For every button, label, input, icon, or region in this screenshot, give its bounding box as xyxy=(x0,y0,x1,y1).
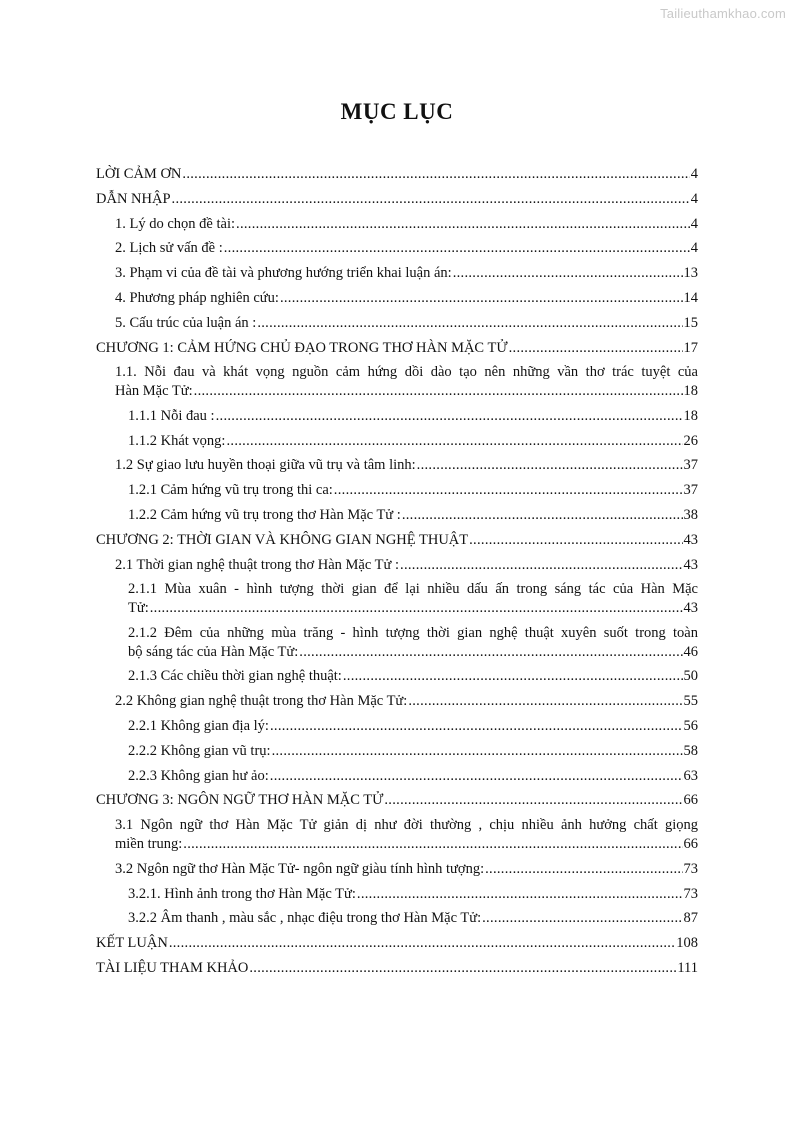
toc-entry[interactable] xyxy=(96,667,698,692)
toc-entry-text: 3.1 Ngôn ngữ thơ Hàn Mặc Tử giản dị như đời thường , chịu nhiều ảnh hưởng chất giọng xyxy=(115,817,698,834)
toc-page-number: 66 xyxy=(683,836,698,853)
toc-page-number: 73 xyxy=(683,860,698,877)
toc-entry-text: LỜI CẢM ƠN xyxy=(96,166,182,182)
toc-page-number: 43 xyxy=(683,556,698,573)
toc-entry-text: 5. Cấu trúc của luận án : xyxy=(115,314,257,331)
toc-page-number: 111 xyxy=(677,959,698,976)
toc-page-number: 66 xyxy=(683,792,698,809)
toc-entry-text: 1.2.1 Cảm hứng vũ trụ trong thi ca: xyxy=(128,482,333,499)
toc-entry-text: 2.2.1 Không gian địa lý: xyxy=(128,718,269,735)
dot-leader xyxy=(224,239,690,258)
dot-leader xyxy=(408,692,682,711)
toc-entry[interactable] xyxy=(96,407,698,432)
toc-entry-text: 2.2.2 Không gian vũ trụ: xyxy=(128,742,271,759)
toc-entry-text: 2. Lịch sử vấn đề : xyxy=(115,240,223,257)
toc-entry[interactable] xyxy=(96,767,698,792)
toc-entry[interactable] xyxy=(96,481,698,506)
toc-page-number: 56 xyxy=(683,718,698,735)
toc-entry[interactable] xyxy=(96,742,698,767)
dot-leader xyxy=(482,909,682,928)
toc-page-number: 14 xyxy=(683,289,698,306)
toc-entry[interactable] xyxy=(96,816,698,860)
toc-entry[interactable] xyxy=(96,314,698,339)
toc-entry-text: 2.1.3 Các chiều thời gian nghệ thuật: xyxy=(128,668,342,685)
toc-entry[interactable] xyxy=(96,717,698,742)
toc-page-number: 18 xyxy=(683,383,698,400)
dot-leader xyxy=(453,264,683,283)
dot-leader xyxy=(509,339,683,358)
dot-leader xyxy=(150,599,683,618)
toc-entry-text: 1.2.2 Cảm hứng vũ trụ trong thơ Hàn Mặc Tử : xyxy=(128,507,401,524)
toc-entry[interactable] xyxy=(96,934,698,959)
toc-page-number: 46 xyxy=(683,643,698,660)
toc-page-number: 63 xyxy=(683,767,698,784)
toc-entry[interactable] xyxy=(96,264,698,289)
dot-leader xyxy=(236,215,690,234)
toc-entry-text: 1.1. Nỗi đau và khát vọng nguồn cảm hứng dồi dào tạo nên những vần thơ trác tuyệt của xyxy=(115,364,698,381)
toc-entry-text: 2.2 Không gian nghệ thuật trong thơ Hàn Mặc Tử: xyxy=(115,693,408,710)
toc-page-number: 13 xyxy=(683,265,698,282)
toc-page-number: 108 xyxy=(676,935,698,952)
toc-page-number: 43 xyxy=(683,600,698,617)
dot-leader xyxy=(357,885,683,904)
toc-page-number: 87 xyxy=(683,910,698,927)
dot-leader xyxy=(257,314,682,333)
dot-leader xyxy=(400,556,682,575)
toc-entry[interactable] xyxy=(96,456,698,481)
dot-leader xyxy=(334,481,683,500)
dot-leader xyxy=(194,382,683,401)
dot-leader xyxy=(343,667,683,686)
toc-page-number: 73 xyxy=(683,885,698,902)
toc-page-number: 17 xyxy=(683,339,698,356)
toc-page-number: 43 xyxy=(683,531,698,548)
dot-leader xyxy=(417,456,683,475)
dot-leader xyxy=(182,165,689,184)
toc-page-number: 55 xyxy=(683,693,698,710)
dot-leader xyxy=(226,432,682,451)
toc-entry-text: 1.1.2 Khát vọng: xyxy=(128,432,226,449)
toc-entry[interactable] xyxy=(96,432,698,457)
toc-entry[interactable] xyxy=(96,190,698,215)
toc-entry[interactable] xyxy=(96,959,698,984)
table-of-contents xyxy=(96,165,698,984)
dot-leader xyxy=(280,289,683,308)
dot-leader xyxy=(469,531,682,550)
toc-entry-text: CHƯƠNG 2: THỜI GIAN VÀ KHÔNG GIAN NGHỆ THUẬT xyxy=(96,531,469,548)
toc-entry[interactable] xyxy=(96,885,698,910)
toc-entry[interactable] xyxy=(96,556,698,581)
toc-entry-text: 3.2.2 Âm thanh , màu sắc , nhạc điệu trong thơ Hàn Mặc Tử: xyxy=(128,910,482,927)
toc-entry[interactable] xyxy=(96,289,698,314)
toc-entry-text: CHƯƠNG 1: CẢM HỨNG CHỦ ĐẠO TRONG THƠ HÀN MẶC TỬ xyxy=(96,339,508,356)
toc-entry-text: 3.2.1. Hình ảnh trong thơ Hàn Mặc Tử: xyxy=(128,885,356,902)
toc-entry[interactable] xyxy=(96,791,698,816)
toc-entry[interactable] xyxy=(96,165,698,190)
toc-page-number: 4 xyxy=(690,166,698,182)
toc-entry[interactable] xyxy=(96,909,698,934)
toc-entry[interactable] xyxy=(96,860,698,885)
dot-leader xyxy=(270,767,683,786)
toc-page-number: 37 xyxy=(683,482,698,499)
dot-leader xyxy=(485,860,682,879)
toc-entry-text: 2.1.1 Mùa xuân - hình tượng thời gian để lại nhiều dấu ấn trong sáng tác của Hàn Mặc xyxy=(128,581,698,598)
toc-page-number: 18 xyxy=(683,407,698,424)
dot-leader xyxy=(183,835,682,854)
dot-leader xyxy=(172,190,690,209)
toc-page-number: 38 xyxy=(683,507,698,524)
dot-leader xyxy=(299,643,682,662)
toc-entry-text: 3. Phạm vi của đề tài và phương hướng triển khai luận án: xyxy=(115,265,452,282)
toc-entry[interactable] xyxy=(96,363,698,407)
toc-entry-text-continued: miền trung: xyxy=(115,836,183,853)
toc-entry[interactable] xyxy=(96,506,698,531)
watermark: Tailieuthamkhao.com xyxy=(660,6,786,21)
toc-page-number: 26 xyxy=(683,432,698,449)
toc-entry-text: 1. Lý do chọn đề tài: xyxy=(115,215,236,232)
toc-page-number: 15 xyxy=(683,314,698,331)
toc-page-number: 4 xyxy=(690,240,698,257)
toc-entry-text: DẪN NHẬP xyxy=(96,190,171,207)
toc-page-number: 50 xyxy=(683,668,698,685)
toc-page-number: 37 xyxy=(683,457,698,474)
toc-entry-text-continued: Tử: xyxy=(128,600,149,617)
dot-leader xyxy=(402,506,683,525)
toc-page-number: 58 xyxy=(683,742,698,759)
toc-entry-text-continued: bộ sáng tác của Hàn Mặc Tử: xyxy=(128,643,299,660)
toc-entry[interactable] xyxy=(96,215,698,240)
toc-entry-text: 2.1 Thời gian nghệ thuật trong thơ Hàn Mặc Tử : xyxy=(115,556,400,573)
toc-page-number: 4 xyxy=(690,190,698,207)
toc-entry-text: CHƯƠNG 3: NGÔN NGỮ THƠ HÀN MẶC TỬ xyxy=(96,792,384,809)
toc-entry[interactable] xyxy=(96,339,698,364)
dot-leader xyxy=(384,791,682,810)
toc-entry-text: 4. Phương pháp nghiên cứu: xyxy=(115,289,279,306)
toc-entry-text: 2.2.3 Không gian hư ảo: xyxy=(128,767,269,784)
toc-entry[interactable] xyxy=(96,624,698,668)
toc-entry-text: 1.2 Sự giao lưu huyền thoại giữa vũ trụ và tâm linh: xyxy=(115,457,416,474)
dot-leader xyxy=(216,407,683,426)
toc-entry[interactable] xyxy=(96,580,698,624)
toc-entry[interactable] xyxy=(96,692,698,717)
toc-entry-text: KẾT LUẬN xyxy=(96,935,168,952)
toc-entry[interactable] xyxy=(96,531,698,556)
page-title: MỤC LỤC xyxy=(340,99,454,124)
toc-entry-text-continued: Hàn Mặc Tử: xyxy=(115,383,193,400)
toc-entry[interactable] xyxy=(96,239,698,264)
toc-entry-text: 1.1.1 Nỗi đau : xyxy=(128,407,215,424)
dot-leader xyxy=(272,742,683,761)
toc-page-number: 4 xyxy=(690,215,698,232)
dot-leader xyxy=(249,959,676,978)
dot-leader xyxy=(270,717,683,736)
toc-entry-text: 2.1.2 Đêm của những mùa trăng - hình tượng thời gian nghệ thuật xuyên suốt trong toàn xyxy=(128,624,698,641)
dot-leader xyxy=(169,934,675,953)
toc-entry-text: 3.2 Ngôn ngữ thơ Hàn Mặc Tử- ngôn ngữ giàu tính hình tượng: xyxy=(115,860,485,877)
toc-entry-text: TÀI LIỆU THAM KHẢO xyxy=(96,959,249,976)
